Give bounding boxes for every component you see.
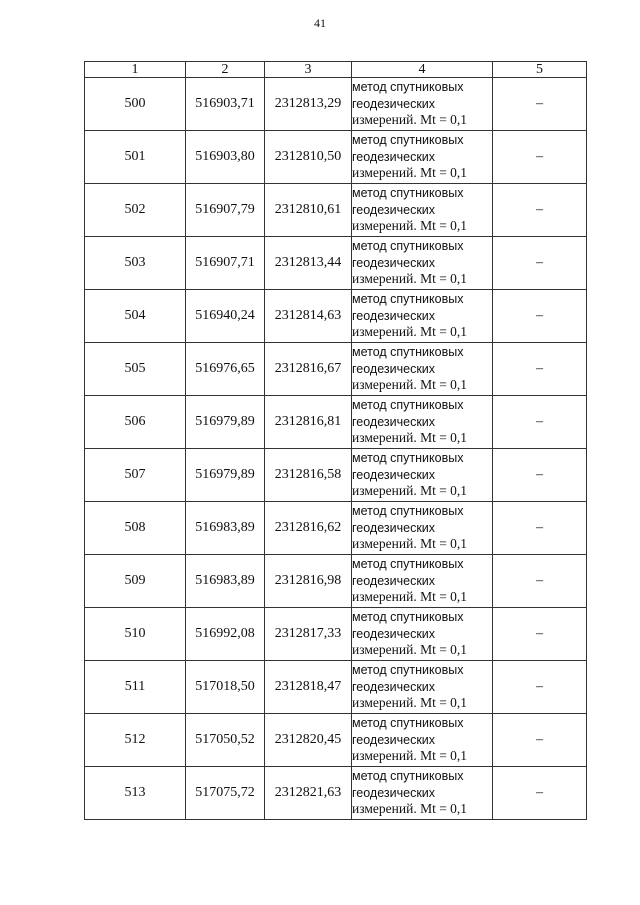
method-cell <box>352 661 493 714</box>
y-coordinate-cell: 2312816,62 <box>265 502 352 555</box>
x-coordinate-cell: 516940,24 <box>186 290 265 343</box>
x-coordinate-cell: 516903,80 <box>186 131 265 184</box>
method-cell <box>352 555 493 608</box>
y-coordinate-cell: 2312816,58 <box>265 449 352 502</box>
method-line: метод спутниковых <box>352 133 464 148</box>
y-coordinate-cell: 2312814,63 <box>265 290 352 343</box>
point-number-cell: 511 <box>85 661 186 714</box>
column-5-cell: – <box>493 290 587 343</box>
method-line: метод спутниковых <box>352 769 464 784</box>
table-row <box>85 661 587 714</box>
method-line: измерений. Mt = 0,1 <box>352 642 468 658</box>
x-coordinate-cell: 517050,52 <box>186 714 265 767</box>
page-number: 41 <box>314 16 326 30</box>
method-cell <box>352 396 493 449</box>
method-cell <box>352 714 493 767</box>
table-row <box>85 184 587 237</box>
method-line: метод спутниковых <box>352 557 464 572</box>
method-line: метод спутниковых <box>352 292 464 307</box>
method-line: геодезических <box>352 308 436 323</box>
coordinates-table <box>84 61 587 820</box>
table-row <box>85 396 587 449</box>
method-line: измерений. Mt = 0,1 <box>352 377 468 393</box>
y-coordinate-cell: 2312810,61 <box>265 184 352 237</box>
column-5-cell: – <box>493 555 587 608</box>
point-number-cell: 501 <box>85 131 186 184</box>
point-number-cell: 505 <box>85 343 186 396</box>
y-coordinate-cell: 2312816,67 <box>265 343 352 396</box>
method-cell <box>352 767 493 820</box>
method-cell <box>352 184 493 237</box>
column-5-cell: – <box>493 78 587 131</box>
table-row <box>85 608 587 661</box>
method-line: геодезических <box>352 149 436 164</box>
method-line: измерений. Mt = 0,1 <box>352 483 468 499</box>
point-number-cell: 500 <box>85 78 186 131</box>
method-line: метод спутниковых <box>352 398 464 413</box>
method-cell <box>352 608 493 661</box>
column-5-cell: – <box>493 714 587 767</box>
table-header-row <box>85 62 587 78</box>
point-number-cell: 507 <box>85 449 186 502</box>
column-5-cell: – <box>493 184 587 237</box>
method-cell <box>352 290 493 343</box>
column-5-cell: – <box>493 608 587 661</box>
method-cell <box>352 237 493 290</box>
method-line: измерений. Mt = 0,1 <box>352 748 468 764</box>
point-number-cell: 502 <box>85 184 186 237</box>
x-coordinate-cell: 516907,79 <box>186 184 265 237</box>
table-row <box>85 290 587 343</box>
method-line: геодезических <box>352 626 436 641</box>
y-coordinate-cell: 2312816,81 <box>265 396 352 449</box>
method-line: метод спутниковых <box>352 716 464 731</box>
y-coordinate-cell: 2312818,47 <box>265 661 352 714</box>
table-row <box>85 502 587 555</box>
table-row <box>85 343 587 396</box>
y-coordinate-cell: 2312813,29 <box>265 78 352 131</box>
y-coordinate-cell: 2312817,33 <box>265 608 352 661</box>
method-line: геодезических <box>352 361 436 376</box>
method-line: метод спутниковых <box>352 186 464 201</box>
column-5-cell: – <box>493 502 587 555</box>
method-line: геодезических <box>352 414 436 429</box>
method-line: измерений. Mt = 0,1 <box>352 271 468 287</box>
x-coordinate-cell: 516903,71 <box>186 78 265 131</box>
x-coordinate-cell: 516992,08 <box>186 608 265 661</box>
method-line: измерений. Mt = 0,1 <box>352 536 468 552</box>
x-coordinate-cell: 516976,65 <box>186 343 265 396</box>
x-coordinate-cell: 516907,71 <box>186 237 265 290</box>
method-line: метод спутниковых <box>352 239 464 254</box>
method-line: метод спутниковых <box>352 345 464 360</box>
table-row <box>85 714 587 767</box>
point-number-cell: 508 <box>85 502 186 555</box>
point-number-cell: 510 <box>85 608 186 661</box>
method-line: измерений. Mt = 0,1 <box>352 589 468 605</box>
method-line: метод спутниковых <box>352 663 464 678</box>
method-line: метод спутниковых <box>352 504 464 519</box>
method-line: геодезических <box>352 255 436 270</box>
method-line: геодезических <box>352 732 436 747</box>
method-line: геодезических <box>352 520 436 535</box>
x-coordinate-cell: 516983,89 <box>186 502 265 555</box>
column-5-cell: – <box>493 661 587 714</box>
column-5-cell: – <box>493 131 587 184</box>
method-line: метод спутниковых <box>352 451 464 466</box>
method-line: метод спутниковых <box>352 80 464 95</box>
column-header-3: 3 <box>265 62 352 78</box>
table-row <box>85 449 587 502</box>
x-coordinate-cell: 516979,89 <box>186 396 265 449</box>
method-cell <box>352 131 493 184</box>
method-line: измерений. Mt = 0,1 <box>352 430 468 446</box>
x-coordinate-cell: 517018,50 <box>186 661 265 714</box>
method-cell <box>352 449 493 502</box>
method-line: измерений. Mt = 0,1 <box>352 165 468 181</box>
method-line: измерений. Mt = 0,1 <box>352 695 468 711</box>
point-number-cell: 503 <box>85 237 186 290</box>
column-5-cell: – <box>493 343 587 396</box>
method-line: геодезических <box>352 467 436 482</box>
y-coordinate-cell: 2312816,98 <box>265 555 352 608</box>
method-line: метод спутниковых <box>352 610 464 625</box>
point-number-cell: 512 <box>85 714 186 767</box>
y-coordinate-cell: 2312810,50 <box>265 131 352 184</box>
y-coordinate-cell: 2312821,63 <box>265 767 352 820</box>
column-5-cell: – <box>493 237 587 290</box>
y-coordinate-cell: 2312820,45 <box>265 714 352 767</box>
x-coordinate-cell: 517075,72 <box>186 767 265 820</box>
method-line: измерений. Mt = 0,1 <box>352 112 468 128</box>
table-row <box>85 237 587 290</box>
method-line: геодезических <box>352 573 436 588</box>
point-number-cell: 513 <box>85 767 186 820</box>
point-number-cell: 509 <box>85 555 186 608</box>
method-line: геодезических <box>352 785 436 800</box>
column-5-cell: – <box>493 449 587 502</box>
column-header-2: 2 <box>186 62 265 78</box>
column-header-1: 1 <box>85 62 186 78</box>
method-line: измерений. Mt = 0,1 <box>352 218 468 234</box>
method-cell <box>352 343 493 396</box>
table-row <box>85 767 587 820</box>
method-line: геодезических <box>352 202 436 217</box>
column-header-4: 4 <box>352 62 493 78</box>
method-line: геодезических <box>352 679 436 694</box>
column-header-5: 5 <box>493 62 587 78</box>
y-coordinate-cell: 2312813,44 <box>265 237 352 290</box>
point-number-cell: 504 <box>85 290 186 343</box>
table-row <box>85 555 587 608</box>
column-5-cell: – <box>493 767 587 820</box>
x-coordinate-cell: 516979,89 <box>186 449 265 502</box>
point-number-cell: 506 <box>85 396 186 449</box>
x-coordinate-cell: 516983,89 <box>186 555 265 608</box>
method-cell <box>352 502 493 555</box>
method-line: измерений. Mt = 0,1 <box>352 801 468 817</box>
method-line: измерений. Mt = 0,1 <box>352 324 468 340</box>
column-5-cell: – <box>493 396 587 449</box>
table-row <box>85 78 587 131</box>
table-row <box>85 131 587 184</box>
method-cell <box>352 78 493 131</box>
method-line: геодезических <box>352 96 436 111</box>
